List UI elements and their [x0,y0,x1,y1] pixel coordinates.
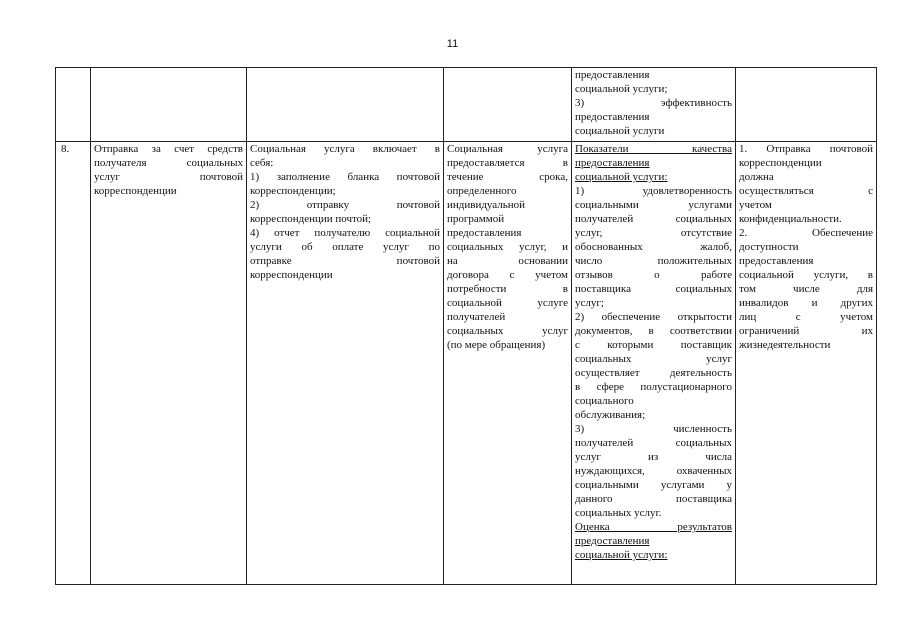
text-line: социальной услуги: [575,171,668,183]
text-line: на основании [447,255,568,267]
text-line: осуществляться с [739,185,873,197]
text-line: получателя социальных [94,157,243,169]
text-line: 2) отправку почтовой [250,199,440,211]
text-line: предоставления [575,157,650,169]
indicators-list [575,184,732,520]
text-line: (по мере обращения) [447,339,546,351]
row-number: 8. [56,142,91,585]
text-line: социальными услугами у [575,479,732,491]
evaluation-title [575,520,732,562]
text-line: получателей социальных [575,213,732,225]
text-line: в сфере полустационарного [575,381,732,393]
text-line: корреспонденции [94,185,177,197]
text-line: 2) обеспечение открытости [575,311,732,323]
text-line: 1) удовлетворенность [575,185,732,197]
text-line: число положительных [575,255,732,267]
text-line: получателей [447,311,506,323]
cell-content [247,68,444,142]
text-line: Показатели качества [575,143,732,155]
cell-terms [444,68,572,142]
text-line: услуг из числа [575,451,732,463]
text-line: инвалидов и других [739,297,873,309]
text-line: социальной услуги; [575,83,668,95]
text-line: социальной услуги, в [739,269,873,281]
service-name [91,142,247,585]
text-line: Оценка результатов [575,521,732,533]
text-line: социальных услуг, и [447,241,568,253]
text-line: документов, в соответствии [575,325,732,337]
text-line: 4) отчет получателю социальной [250,227,440,239]
text-line: социального [575,395,634,407]
text-line: получателей социальных [575,437,732,449]
cell-num [56,68,91,142]
text-line: корреспонденции [250,269,333,281]
text-line: социальных услуг [447,325,568,337]
text-line: 1) заполнение бланка почтовой [250,171,440,183]
text-line: предоставления [575,69,650,81]
text-line: нуждающихся, охваченных [575,465,732,477]
indicators-title [575,142,732,184]
text-line: социальных услуг [575,353,732,365]
text-line: себя: [250,157,274,169]
cell-name [91,68,247,142]
text-line: обслуживания; [575,409,646,421]
text-line: предоставления [575,111,650,123]
text-line: Социальная услуга включает в [250,143,440,155]
services-table [55,67,877,585]
text-line: услуг; [575,297,604,309]
text-line: предоставляется в [447,157,568,169]
text-line: услуг, отсутствие [575,227,732,239]
text-line: 1. Отправка почтовой [739,143,873,155]
text-line: течение срока, [447,171,568,183]
text-line: социальной услуги [575,125,665,137]
text-line: поставщика социальных [575,283,732,295]
text-line: учетом [739,199,772,211]
text-line: осуществляет деятельность [575,367,732,379]
text-line: социальными услугами [575,199,732,211]
text-line: социальной услуги: [575,549,668,561]
service-content [247,142,444,585]
cell-conditions [736,68,877,142]
text-line: обоснованных жалоб, [575,241,732,253]
service-terms [444,142,572,585]
text-line: предоставления [739,255,814,267]
text-line: программой [447,213,505,225]
text-line: Социальная услуга [447,143,568,155]
text-line: корреспонденции [739,157,822,169]
text-line: индивидуальной [447,199,526,211]
text-line: услуги об оплате услуг по [250,241,440,253]
text-line: должна [739,171,774,183]
text-line: доступности [739,241,799,253]
text-line: ограничений их [739,325,873,337]
service-conditions [736,142,877,585]
page-number: 11 [446,38,459,50]
text-line: 2. Обеспечение [739,227,873,239]
quality-indicators [572,142,736,585]
table-row-8 [56,142,877,585]
text-line: Отправка за счет средств [94,143,243,155]
text-line: предоставления [575,535,650,547]
text-line: 3) эффективность [575,97,732,109]
text-line: корреспонденции; [250,185,336,197]
text-line: отправке почтовой [250,255,440,267]
table-row-continued [56,68,877,142]
text-line: жизнедеятельности [739,339,831,351]
text-line: лиц с учетом [739,311,873,323]
text-line: определенного [447,185,517,197]
text-line: социальных услуг. [575,507,662,519]
text-line: социальной услуге [447,297,568,309]
text-line: данного поставщика [575,493,732,505]
text-line: том числе для [739,283,873,295]
text-line: услуг почтовой [94,171,243,183]
text-line: предоставления [447,227,522,239]
cell-indicators [572,68,736,142]
text-line: конфиденциальности. [739,213,842,225]
text-line: отзывов о работе [575,269,732,281]
text-line: договора с учетом [447,269,568,281]
text-line: 3) численность [575,423,732,435]
text-line: с которыми поставщик [575,339,732,351]
text-line: корреспонденции почтой; [250,213,372,225]
text-line: потребности в [447,283,568,295]
